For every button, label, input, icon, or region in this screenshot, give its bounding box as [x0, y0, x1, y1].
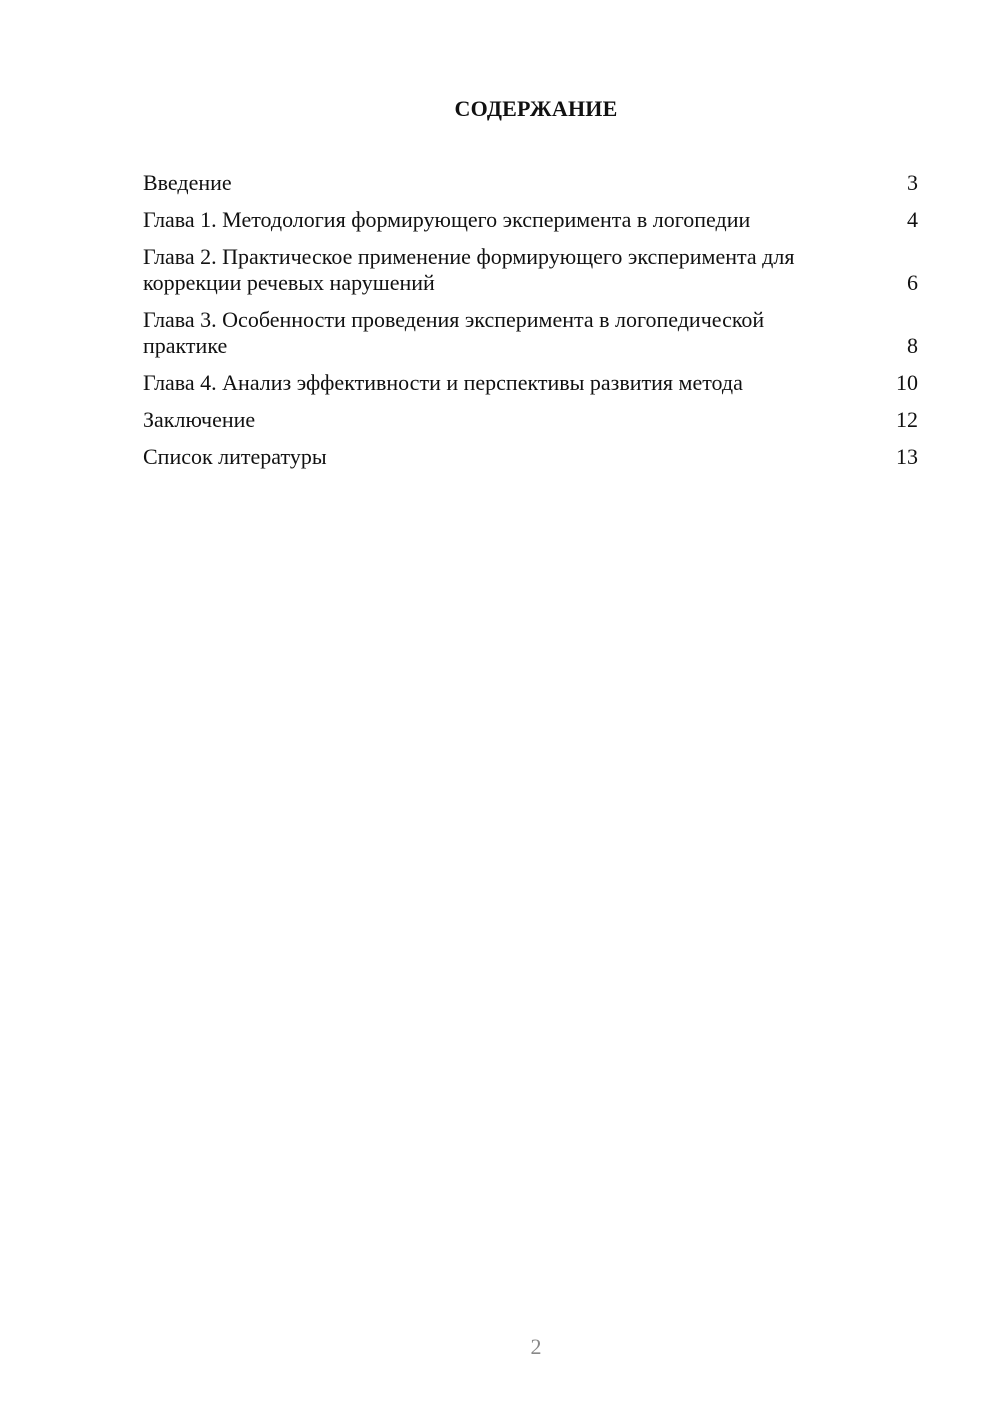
toc-entry-page: 12 [896, 407, 918, 432]
toc-entry-chapter-1[interactable] [143, 207, 918, 233]
toc-entry-chapter-3[interactable] [143, 307, 918, 359]
toc-entry-page: 10 [896, 370, 918, 395]
table-of-contents [143, 170, 918, 481]
toc-entry-label: Введение [143, 170, 232, 195]
toc-entry-conclusion[interactable] [143, 407, 918, 433]
toc-entry-bibliography[interactable] [143, 444, 918, 470]
toc-entry-page: 8 [907, 333, 918, 358]
toc-entry-label: Глава 2. Практическое применение формирующего эксперимента для коррекции речевых нарушений [143, 244, 795, 295]
toc-entry-page: 13 [896, 444, 918, 469]
toc-entry-chapter-2[interactable] [143, 244, 918, 296]
toc-entry-page: 6 [907, 270, 918, 295]
toc-entry-chapter-4[interactable] [143, 370, 918, 396]
toc-entry-label: Глава 3. Особенности проведения эксперимента в логопедической практике [143, 307, 765, 358]
toc-entry-page: 4 [907, 207, 918, 232]
page-number: 2 [530, 1334, 542, 1359]
toc-entry-label: Глава 1. Методология формирующего эксперимента в логопедии [143, 207, 751, 232]
toc-entry-label: Глава 4. Анализ эффективности и перспективы развития метода [143, 370, 743, 395]
toc-entry-page: 3 [907, 170, 918, 195]
toc-entry-introduction[interactable] [143, 170, 918, 196]
toc-title: СОДЕРЖАНИЕ [454, 96, 618, 121]
toc-entry-label: Список литературы [143, 444, 327, 469]
toc-entry-label: Заключение [143, 407, 256, 432]
